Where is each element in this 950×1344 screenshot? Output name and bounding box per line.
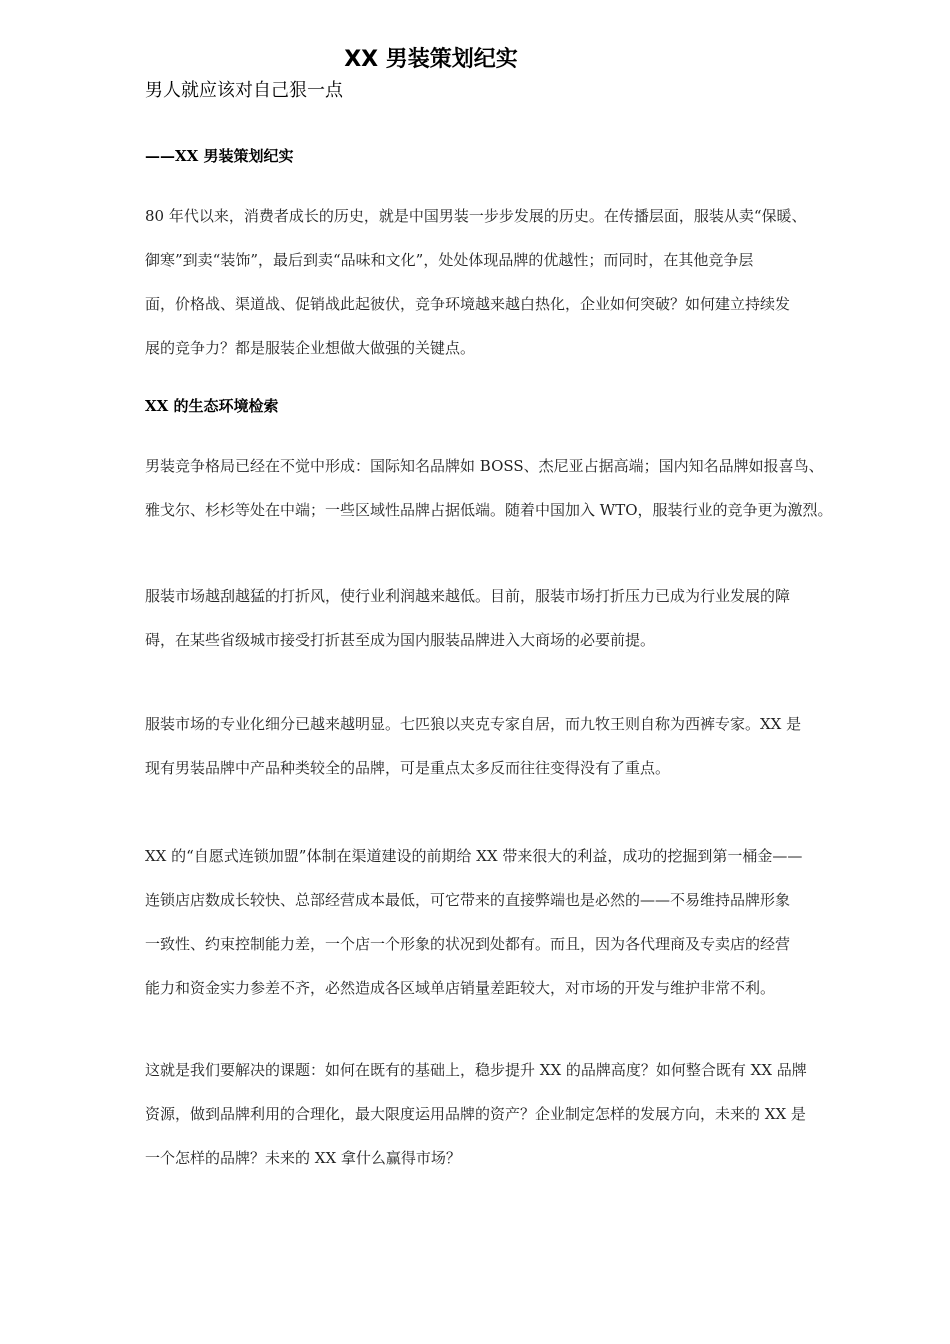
byline: ——XX 男装策划纪实 xyxy=(145,147,294,165)
paragraph-line: 这就是我们要解决的课题：如何在既有的基础上，稳步提升 XX 的品牌高度？如何整合既有 XX 品牌 xyxy=(145,1061,807,1079)
document-title: XX 男装策划纪实 xyxy=(344,47,518,72)
paragraph-line: 现有男装品牌中产品种类较全的品牌，可是重点太多反而往往变得没有了重点。 xyxy=(145,759,671,777)
paragraph-line: 展的竞争力？都是服装企业想做大做强的关键点。 xyxy=(145,339,476,357)
paragraph-line: 御寒”到卖“装饰”，最后到卖“品味和文化”，处处体现品牌的优越性；而同时，在其他竞争层 xyxy=(145,251,754,269)
paragraph-line: 80 年代以来，消费者成长的历史，就是中国男装一步步发展的历史。在传播层面，服装从卖“保暖、 xyxy=(145,207,807,225)
paragraph-competition xyxy=(145,444,890,532)
paragraph-line: 服装市场的专业化细分已越来越明显。七匹狼以夹克专家自居，而九牧王则自称为西裤专家。XX 是 xyxy=(145,715,802,733)
paragraph-line: 服装市场越刮越猛的打折风，使行业利润越来越低。目前，服装市场打折压力已成为行业发展的障 xyxy=(145,587,791,605)
section-heading: XX 的生态环境检索 xyxy=(145,397,279,415)
paragraph-line: 能力和资金实力参差不齐，必然造成各区域单店销量差距较大，对市场的开发与维护非常不利。 xyxy=(145,979,776,997)
paragraph-line: 碍，在某些省级城市接受打折甚至成为国内服装品牌进入大商场的必要前提。 xyxy=(145,631,656,649)
paragraph-specialization xyxy=(145,702,890,790)
paragraph-line: 面，价格战、渠道战、促销战此起彼伏，竞争环境越来越白热化，企业如何突破？如何建立持续发 xyxy=(145,295,791,313)
paragraph-questions xyxy=(145,1048,890,1180)
document-subtitle: 男人就应该对自己狠一点 xyxy=(145,80,343,101)
paragraph-line: XX 的“自愿式连锁加盟”体制在渠道建设的前期给 XX 带来很大的利益，成功的挖掘到第一桶金—— xyxy=(145,847,803,865)
intro-paragraph xyxy=(145,194,890,370)
paragraph-franchise xyxy=(145,834,890,1010)
paragraph-line: 连锁店店数成长较快、总部经营成本最低，可它带来的直接弊端也是必然的——不易维持品牌形象 xyxy=(145,891,791,909)
paragraph-line: 一致性、约束控制能力差，一个店一个形象的状况到处都有。而且，因为各代理商及专卖店的经营 xyxy=(145,935,791,953)
paragraph-line: 一个怎样的品牌？未来的 XX 拿什么赢得市场？ xyxy=(145,1149,461,1167)
paragraph-line: 男装竞争格局已经在不觉中形成：国际知名品牌如 BOSS、杰尼亚占据高端；国内知名品牌如报喜鸟、 xyxy=(145,457,824,475)
paragraph-line: 雅戈尔、杉杉等处在中端；一些区域性品牌占据低端。随着中国加入 WTO，服装行业的竞争更为激烈。 xyxy=(145,501,833,519)
paragraph-line: 资源，做到品牌利用的合理化，最大限度运用品牌的资产？企业制定怎样的发展方向，未来的 XX 是 xyxy=(145,1105,806,1123)
paragraph-discount xyxy=(145,574,890,662)
